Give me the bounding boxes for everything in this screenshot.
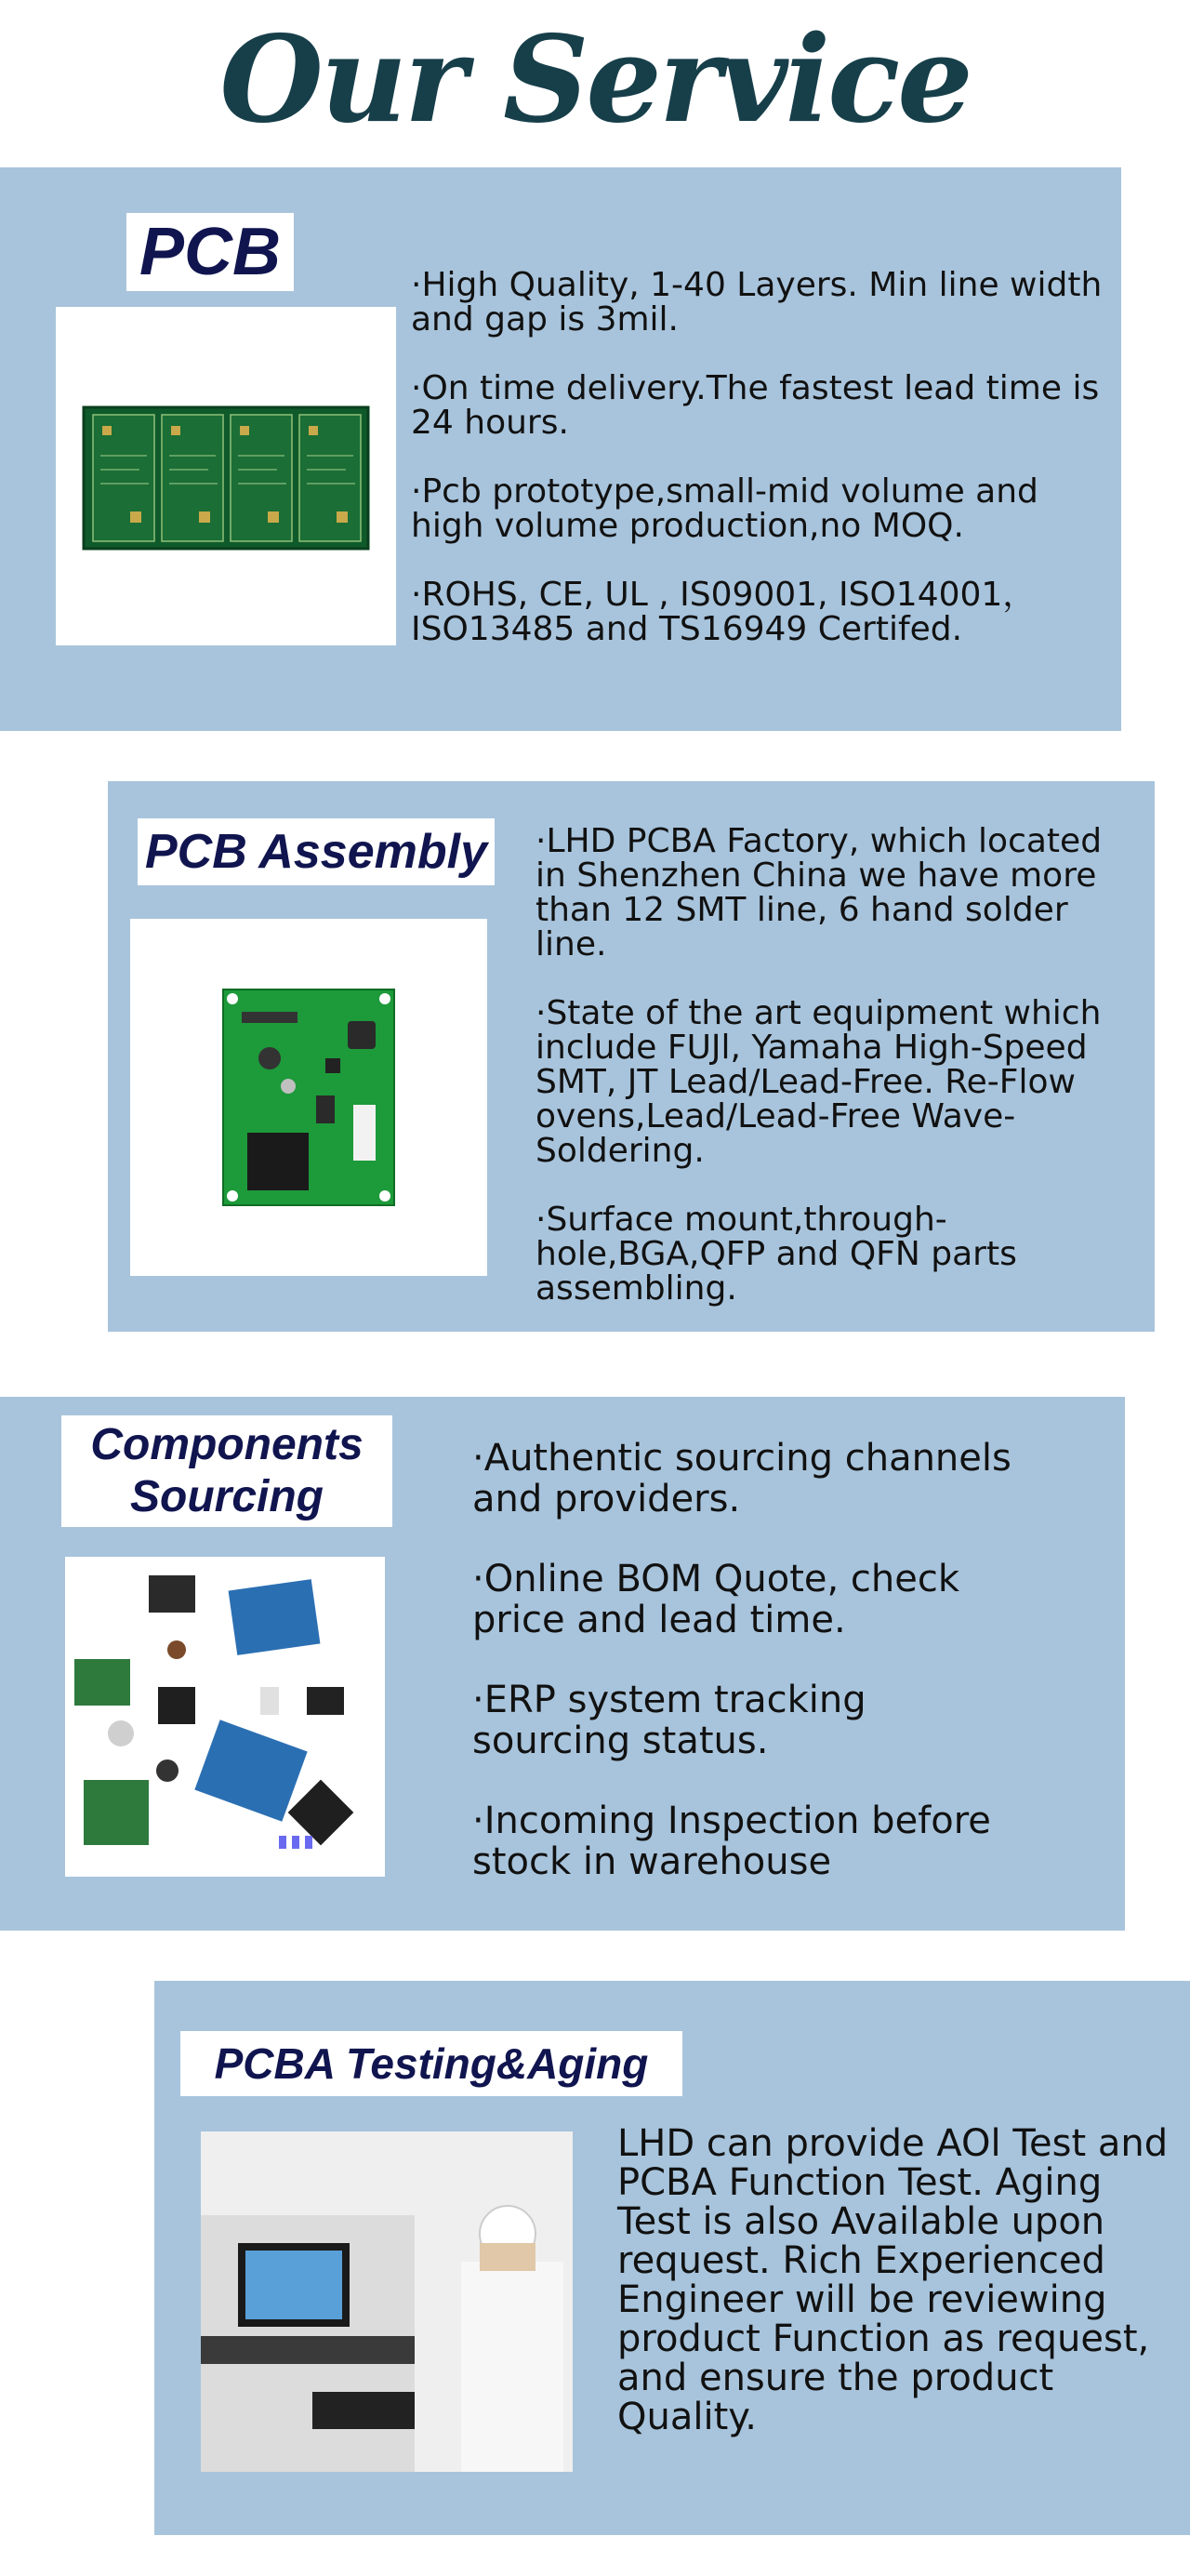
components-label-line2: Sourcing (129, 1472, 324, 1521)
pcb-bullet-4: ·ROHS, CE, UL , IS09001, ISO14001，ISO13485 and TS16949 Certifed. (411, 576, 1037, 648)
pcb-section (0, 167, 1121, 731)
pcb-assembly-image (130, 919, 487, 1276)
pcb-assembly-section (108, 781, 1155, 1332)
components-sourcing-bullets (472, 1438, 1012, 1882)
components-bullet-4: ·Incoming Inspection before stock in warehouse (472, 1799, 991, 1883)
components-label-line1: Components (90, 1420, 364, 1469)
components-bullet-1: ·Authentic sourcing channels and providers. (472, 1437, 1012, 1520)
components-sourcing-label (61, 1415, 392, 1527)
pcb-bullets (411, 268, 1114, 646)
components-sourcing-image (65, 1557, 385, 1877)
components-bullet-3: ·ERP system tracking sourcing status. (472, 1679, 866, 1762)
pcb-assembly-label: PCB Assembly (138, 818, 495, 885)
pcb-assembly-bullet-3: ·Surface mount,through-hole,BGA,QFP and QFN parts assembling. (536, 1201, 1017, 1308)
pcb-assembly-bullet-1: ·LHD PCBA Factory, which located in Shenzhen China we have more than 12 SMT line, 6 hand solder line. (536, 822, 1103, 963)
pcb-bullet-1: ·High Quality, 1-40 Layers. Min line width and gap is 3mil. (411, 266, 1103, 339)
electronic-components-icon (65, 1557, 385, 1877)
page-title: Our Service (219, 10, 971, 150)
pcb-board-icon (56, 307, 396, 645)
pcb-assembly-bullet-2: ·State of the art equipment which include FUJl, Yamaha High-Speed SMT, JT Lead/Lead-Free. Re-Flow ovens,Lead/Lead-Free Wave-Soldering. (536, 994, 1102, 1170)
pcb-image (56, 307, 396, 645)
pcb-assembly-bullets (536, 824, 1121, 1306)
pcba-testing-image (201, 2131, 573, 2472)
components-sourcing-section (0, 1397, 1125, 1931)
components-bullet-2: ·Online BOM Quote, check price and lead time. (472, 1558, 960, 1641)
pcb-label: PCB (126, 213, 294, 291)
pcba-testing-label: PCBA Testing&Aging (180, 2031, 682, 2096)
pcb-bullet-2: ·On time delivery.The fastest lead time is 24 hours. (411, 369, 1100, 442)
pcba-testing-section (154, 1981, 1190, 2535)
aoi-test-machine-icon (201, 2131, 573, 2472)
pcb-bullet-3: ·Pcb prototype,small-mid volume and high volume production,no MOQ. (411, 472, 1038, 545)
pcba-board-icon (130, 919, 487, 1276)
pcba-testing-paragraph: LHD can provide AOl Test and PCBA Function Test. Aging Test is also Available upon request. Rich Experienced Engineer will be reviewing product Function as request, and ensure the product Quality. (617, 2122, 1169, 2438)
